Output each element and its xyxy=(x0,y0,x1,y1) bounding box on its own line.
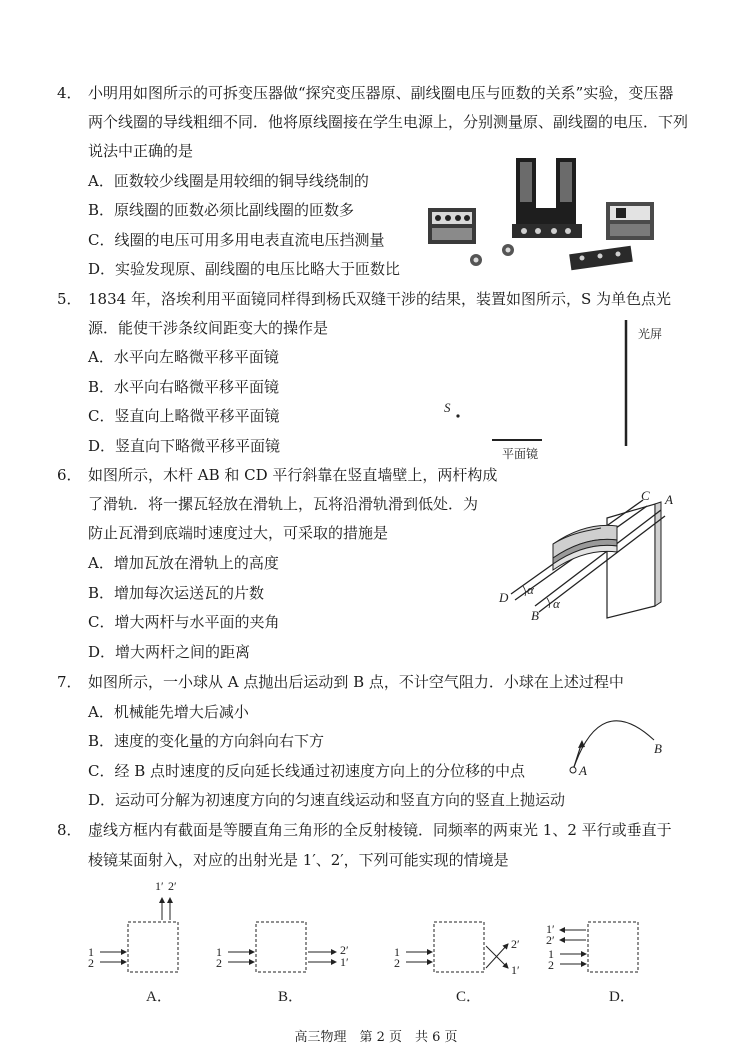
point-source xyxy=(456,414,459,417)
svg-text:1: 1 xyxy=(394,945,400,959)
page-footer: 高三物理 第 2 页 共 6 页 xyxy=(294,1030,458,1045)
q4-stem-line-2: 两个线圈的导线粗细不同．他将原线圈接在学生电源上，分别测量原、副线圈的电压．下列 xyxy=(88,113,689,131)
label-b: B xyxy=(654,741,662,756)
svg-text:1′: 1′ xyxy=(511,963,520,977)
label-d: D xyxy=(499,590,509,605)
svg-text:1′: 1′ xyxy=(546,922,555,936)
option-b-caption: B． xyxy=(278,989,304,1005)
q6-stem-line-1: 如图所示，木杆 AB 和 CD 平行斜靠在竖直墙壁上，两杆构成 xyxy=(88,466,498,484)
q5-stem-line-2: 源．能使干涉条纹间距变大的操作是 xyxy=(88,319,329,337)
mirror-label: 平面镜 xyxy=(502,447,539,461)
option-d-diagram xyxy=(546,922,638,1005)
svg-text:1: 1 xyxy=(548,947,554,961)
q6-stem-line-2: 了滑轨．将一摞瓦轻放在滑轨上，瓦将沿滑轨滑到低处．为 xyxy=(88,495,479,513)
q4-stem-line-3: 说法中正确的是 xyxy=(88,142,194,160)
q4-number: 4． xyxy=(57,84,82,102)
option-a-diagram xyxy=(88,879,178,1005)
q6-option-b: B．增加每次运送瓦的片数 xyxy=(88,584,265,602)
label-b: B xyxy=(531,608,539,623)
svg-text:2: 2 xyxy=(216,956,222,970)
q7-number: 7． xyxy=(57,673,82,691)
q5-option-b: B．水平向右略微平移平面镜 xyxy=(88,378,280,396)
q4-option-c: C．线圈的电压可用多用电表直流电压挡测量 xyxy=(88,231,385,249)
svg-text:2: 2 xyxy=(88,956,94,970)
q5-option-a: A．水平向左略微平移平面镜 xyxy=(88,348,279,366)
svg-text:2: 2 xyxy=(394,956,400,970)
q4-stem-line-1: 小明用如图所示的可拆变压器做“探究变压器原、副线圈电压与匝数的关系”实验，变压器 xyxy=(88,84,674,102)
svg-text:1′: 1′ xyxy=(340,955,349,969)
svg-text:2′: 2′ xyxy=(340,943,349,957)
q7-option-c: C．经 B 点时速度的反向延长线通过初速度方向上的分位移的中点 xyxy=(88,762,526,780)
option-a-caption: A． xyxy=(146,989,172,1005)
svg-text:2: 2 xyxy=(548,958,554,972)
tile-slide-figure xyxy=(495,488,695,628)
q6-number: 6． xyxy=(57,466,82,484)
option-c-caption: C． xyxy=(456,989,482,1005)
q8-stem-line-1: 虚线方框内有截面是等腰直角三角形的全反射棱镜．同频率的两束光 1、2 平行或垂直于 xyxy=(88,821,672,839)
lloyd-mirror-figure xyxy=(430,310,710,460)
q5-stem-line-1: 1834 年，洛埃利用平面镜同样得到杨氏双缝干涉的结果，装置如图所示，S 为单色点光 xyxy=(88,290,671,308)
svg-text:1: 1 xyxy=(88,945,94,959)
svg-text:2′: 2′ xyxy=(546,933,555,947)
q7-option-d: D．运动可分解为初速度方向的匀速直线运动和竖直方向的竖直上抛运动 xyxy=(88,791,566,809)
q6-option-c: C．增大两杆与水平面的夹角 xyxy=(88,613,280,631)
label-a: A xyxy=(579,763,587,778)
projectile-figure xyxy=(560,700,680,790)
option-c-diagram xyxy=(394,922,520,1005)
q5-number: 5． xyxy=(57,290,82,308)
q5-option-c: C．竖直向上略微平移平面镜 xyxy=(88,407,280,425)
q4-option-a: A．匝数较少线圈是用较细的铜导线绕制的 xyxy=(88,172,369,190)
label-alpha-2: α xyxy=(553,596,560,611)
q8-number: 8． xyxy=(57,821,82,839)
q4-option-b: B．原线圈的匝数必须比副线圈的匝数多 xyxy=(88,201,355,219)
q6-option-d: D．增大两杆之间的距离 xyxy=(88,643,251,661)
q5-option-d: D．竖直向下略微平移平面镜 xyxy=(88,437,281,455)
label-c: C xyxy=(641,488,650,503)
q7-stem-line-1: 如图所示，一小球从 A 点抛出后运动到 B 点，不计空气阻力．小球在上述过程中 xyxy=(88,673,624,691)
screen-label: 光屏 xyxy=(638,327,663,341)
svg-text:2′: 2′ xyxy=(511,937,520,951)
q4-option-d: D．实验发现原、副线圈的电压比略大于匝数比 xyxy=(88,260,401,278)
q7-option-a: A．机械能先增大后减小 xyxy=(88,703,249,721)
prism-options-figure xyxy=(0,870,752,1040)
q7-option-b: B．速度的变化量的方向斜向右下方 xyxy=(88,732,325,750)
transformer-figure xyxy=(420,150,660,280)
svg-text:1′: 1′ xyxy=(155,879,164,893)
q8-stem-line-2: 棱镜某面射入，对应的出射光是 1′、2′，下列可能实现的情境是 xyxy=(88,851,509,869)
q6-stem-line-3: 防止瓦滑到底端时速度过大，可采取的措施是 xyxy=(88,524,389,542)
q6-option-a: A．增加瓦放在滑轨上的高度 xyxy=(88,554,279,572)
point-a xyxy=(570,767,576,773)
option-b-diagram xyxy=(216,922,349,1005)
source-label: S xyxy=(444,400,451,415)
svg-text:2′: 2′ xyxy=(168,879,177,893)
label-a: A xyxy=(665,492,673,507)
label-alpha-1: α xyxy=(527,582,534,597)
option-d-caption: D． xyxy=(609,989,635,1005)
svg-text:1: 1 xyxy=(216,945,222,959)
